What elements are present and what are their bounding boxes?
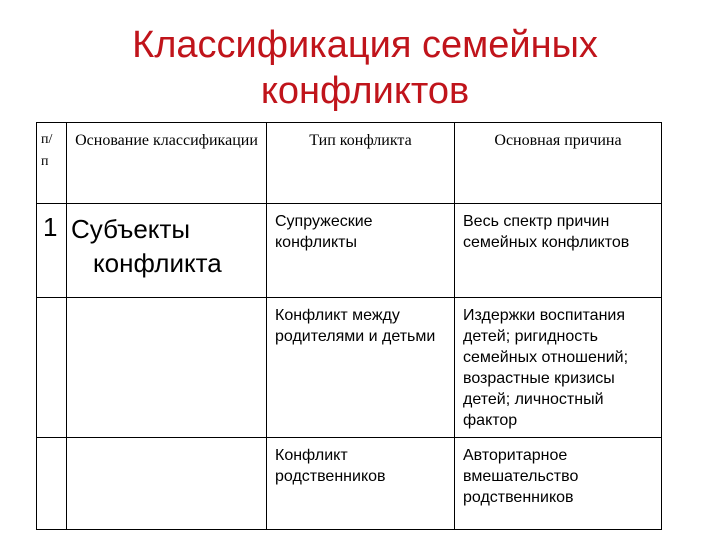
table-row: [37, 437, 662, 529]
header-number: [37, 123, 67, 204]
table-row: [37, 204, 662, 297]
classification-basis-line-1: Субъекты: [71, 214, 191, 245]
classification-basis: [67, 204, 267, 297]
header-row: [37, 123, 662, 204]
empty-basis-cell: [67, 437, 267, 529]
main-cause-cell: Авторитарное вмешательство родственников: [455, 437, 662, 529]
header-conflict-type: Тип конфликта: [267, 123, 455, 204]
header-basis: Основание классификации: [67, 123, 267, 204]
conflict-type-cell: Конфликт родственников: [267, 437, 455, 529]
conflict-type-cell: Супружеские конфликты: [267, 204, 455, 297]
empty-basis-cell: [67, 297, 267, 437]
main-cause-cell: Весь спектр причин семейных конфликтов: [455, 204, 662, 297]
slide-title-line-1: Классификация семейных: [132, 24, 598, 66]
slide-title-line-2: конфликтов: [260, 70, 470, 112]
header-number-line-2: п: [41, 154, 49, 169]
table-row: [37, 297, 662, 437]
empty-number-cell: [37, 297, 67, 437]
header-number-line-1: п/: [41, 132, 53, 147]
classification-table: [36, 122, 662, 530]
main-cause-cell: Издержки воспитания детей; ригидность семейных отношений; возрастные кризисы детей; личностный фактор: [455, 297, 662, 437]
slide-title: [30, 22, 700, 114]
row-number: 1: [37, 204, 67, 297]
header-main-cause: Основная причина: [455, 123, 662, 204]
conflict-type-cell: Конфликт между родителями и детьми: [267, 297, 455, 437]
classification-basis-line-2: конфликта: [93, 248, 222, 279]
empty-number-cell: [37, 437, 67, 529]
